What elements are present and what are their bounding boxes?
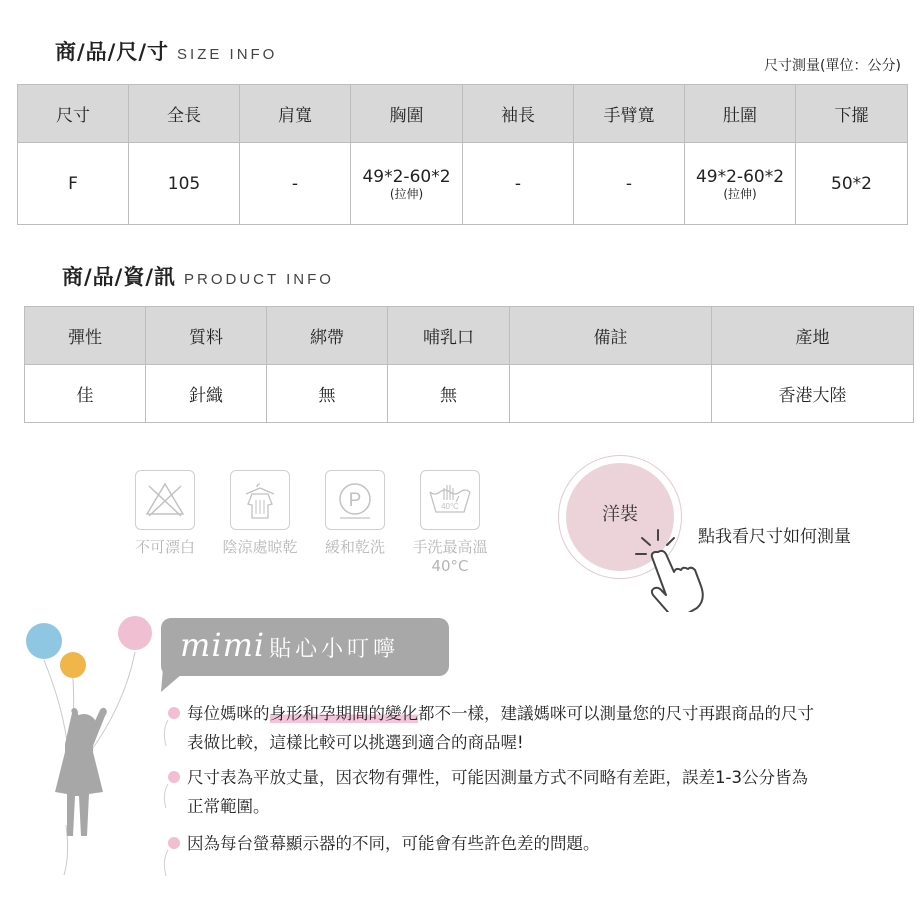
tip-2 [187, 763, 902, 821]
tip-1-highlight: 身形和孕期間的變化 [269, 704, 418, 723]
bust-stretch-note: (拉伸) [389, 187, 424, 201]
product-header-elasticity: 彈性 [25, 307, 146, 365]
size-value-bust-cell [351, 143, 463, 225]
product-info-title-zh: 商/品/資/訊 [62, 265, 177, 289]
size-header-bust: 胸圍 [351, 85, 463, 143]
product-value-nursing: 無 [388, 365, 510, 423]
tips-title-mimi: mimi [180, 626, 266, 664]
care-gentle-dry-clean [312, 470, 398, 557]
size-header-sleeve: 袖長 [463, 85, 574, 143]
bubble-tail [161, 668, 191, 694]
size-value-hem: 50*2 [796, 143, 908, 225]
size-header-length: 全長 [129, 85, 240, 143]
dress-category-label[interactable]: 洋裝 [602, 504, 638, 525]
size-header-arm-width: 手臂寬 [574, 85, 685, 143]
product-info-title-en: PRODUCT INFO [184, 271, 334, 288]
size-value-arm-width: - [574, 143, 685, 225]
product-value-strap: 無 [267, 365, 388, 423]
tips-guide-line [160, 718, 174, 883]
shade-dry-icon [230, 470, 290, 530]
size-value-waist: 49*2-60*2 [695, 167, 785, 187]
tip-2-line1: 尺寸表為平放丈量，因衣物有彈性，可能因測量方式不同略有差距，誤差1-3公分皆為 [187, 768, 808, 787]
hand-wash-temp-text: 40°C [441, 502, 459, 511]
size-table [17, 84, 908, 225]
product-header-strap: 綁帶 [267, 307, 388, 365]
size-header-waist: 肚圍 [685, 85, 796, 143]
care-shade-dry [217, 470, 303, 557]
balloon-yellow [60, 652, 86, 678]
tip-1-line2: 表做比較，這樣比較可以挑選到適合的商品喔! [187, 733, 524, 752]
product-header-remarks: 備註 [510, 307, 712, 365]
size-value-shoulder: - [240, 143, 351, 225]
product-value-elasticity: 佳 [25, 365, 146, 423]
tip-1-pre: 每位媽咪的 [187, 704, 270, 723]
no-bleach-icon [135, 470, 195, 530]
unit-note: 尺寸測量(單位：公分) [764, 58, 901, 74]
care-label-hand-wash-line2: 40°C [431, 557, 469, 575]
care-no-bleach [122, 470, 208, 557]
balloon-blue [26, 623, 62, 659]
measure-guide-link[interactable]: 點我看尺寸如何測量 [698, 527, 851, 547]
waist-stretch-note: (拉伸) [723, 187, 757, 201]
gentle-dry-clean-icon [325, 470, 385, 530]
size-value-sleeve: - [463, 143, 574, 225]
care-label-gentle-dry-clean: 緩和乾洗 [324, 538, 385, 556]
size-header-hem: 下擺 [796, 85, 908, 143]
size-value-bust: 49*2-60*2 [362, 167, 451, 187]
balloon-pink [118, 616, 152, 650]
product-header-material: 質料 [146, 307, 267, 365]
product-value-material: 針織 [146, 365, 267, 423]
size-info-title-zh: 商/品/尺/寸 [55, 40, 170, 64]
size-info-title [55, 36, 277, 66]
product-table [24, 306, 914, 423]
tip-2-line2: 正常範圍。 [187, 797, 270, 816]
product-header-nursing: 哺乳口 [388, 307, 510, 365]
product-header-origin: 產地 [712, 307, 914, 365]
size-value-length: 105 [129, 143, 240, 225]
svg-text:P: P [348, 490, 362, 511]
tips-title-text: 貼心小叮嚀 [269, 637, 400, 662]
girl-with-balloons-illustration [20, 605, 160, 885]
tip-3: 因為每台螢幕顯示器的不同，可能會有些許色差的問題。 [187, 834, 600, 853]
product-value-origin: 香港大陸 [712, 365, 914, 423]
size-header-shoulder: 肩寬 [240, 85, 351, 143]
size-header-size: 尺寸 [18, 85, 129, 143]
product-value-remarks [510, 365, 712, 423]
care-label-shade-dry: 陰涼處晾乾 [222, 538, 298, 556]
tips-title [180, 626, 399, 664]
care-label-no-bleach: 不可漂白 [134, 538, 195, 556]
size-value-size: F [18, 143, 129, 225]
size-info-title-en: SIZE INFO [177, 46, 278, 63]
size-value-waist-cell [685, 143, 796, 225]
care-label-hand-wash-line1: 手洗最高溫 [412, 538, 488, 556]
product-info-title [62, 261, 334, 291]
care-hand-wash [407, 470, 493, 576]
hand-wash-icon [420, 470, 480, 530]
care-label-hand-wash [407, 538, 493, 576]
tip-1-post: 都不一樣，建議媽咪可以測量您的尺寸再跟商品的尺寸 [418, 704, 814, 723]
tip-1 [187, 699, 902, 757]
